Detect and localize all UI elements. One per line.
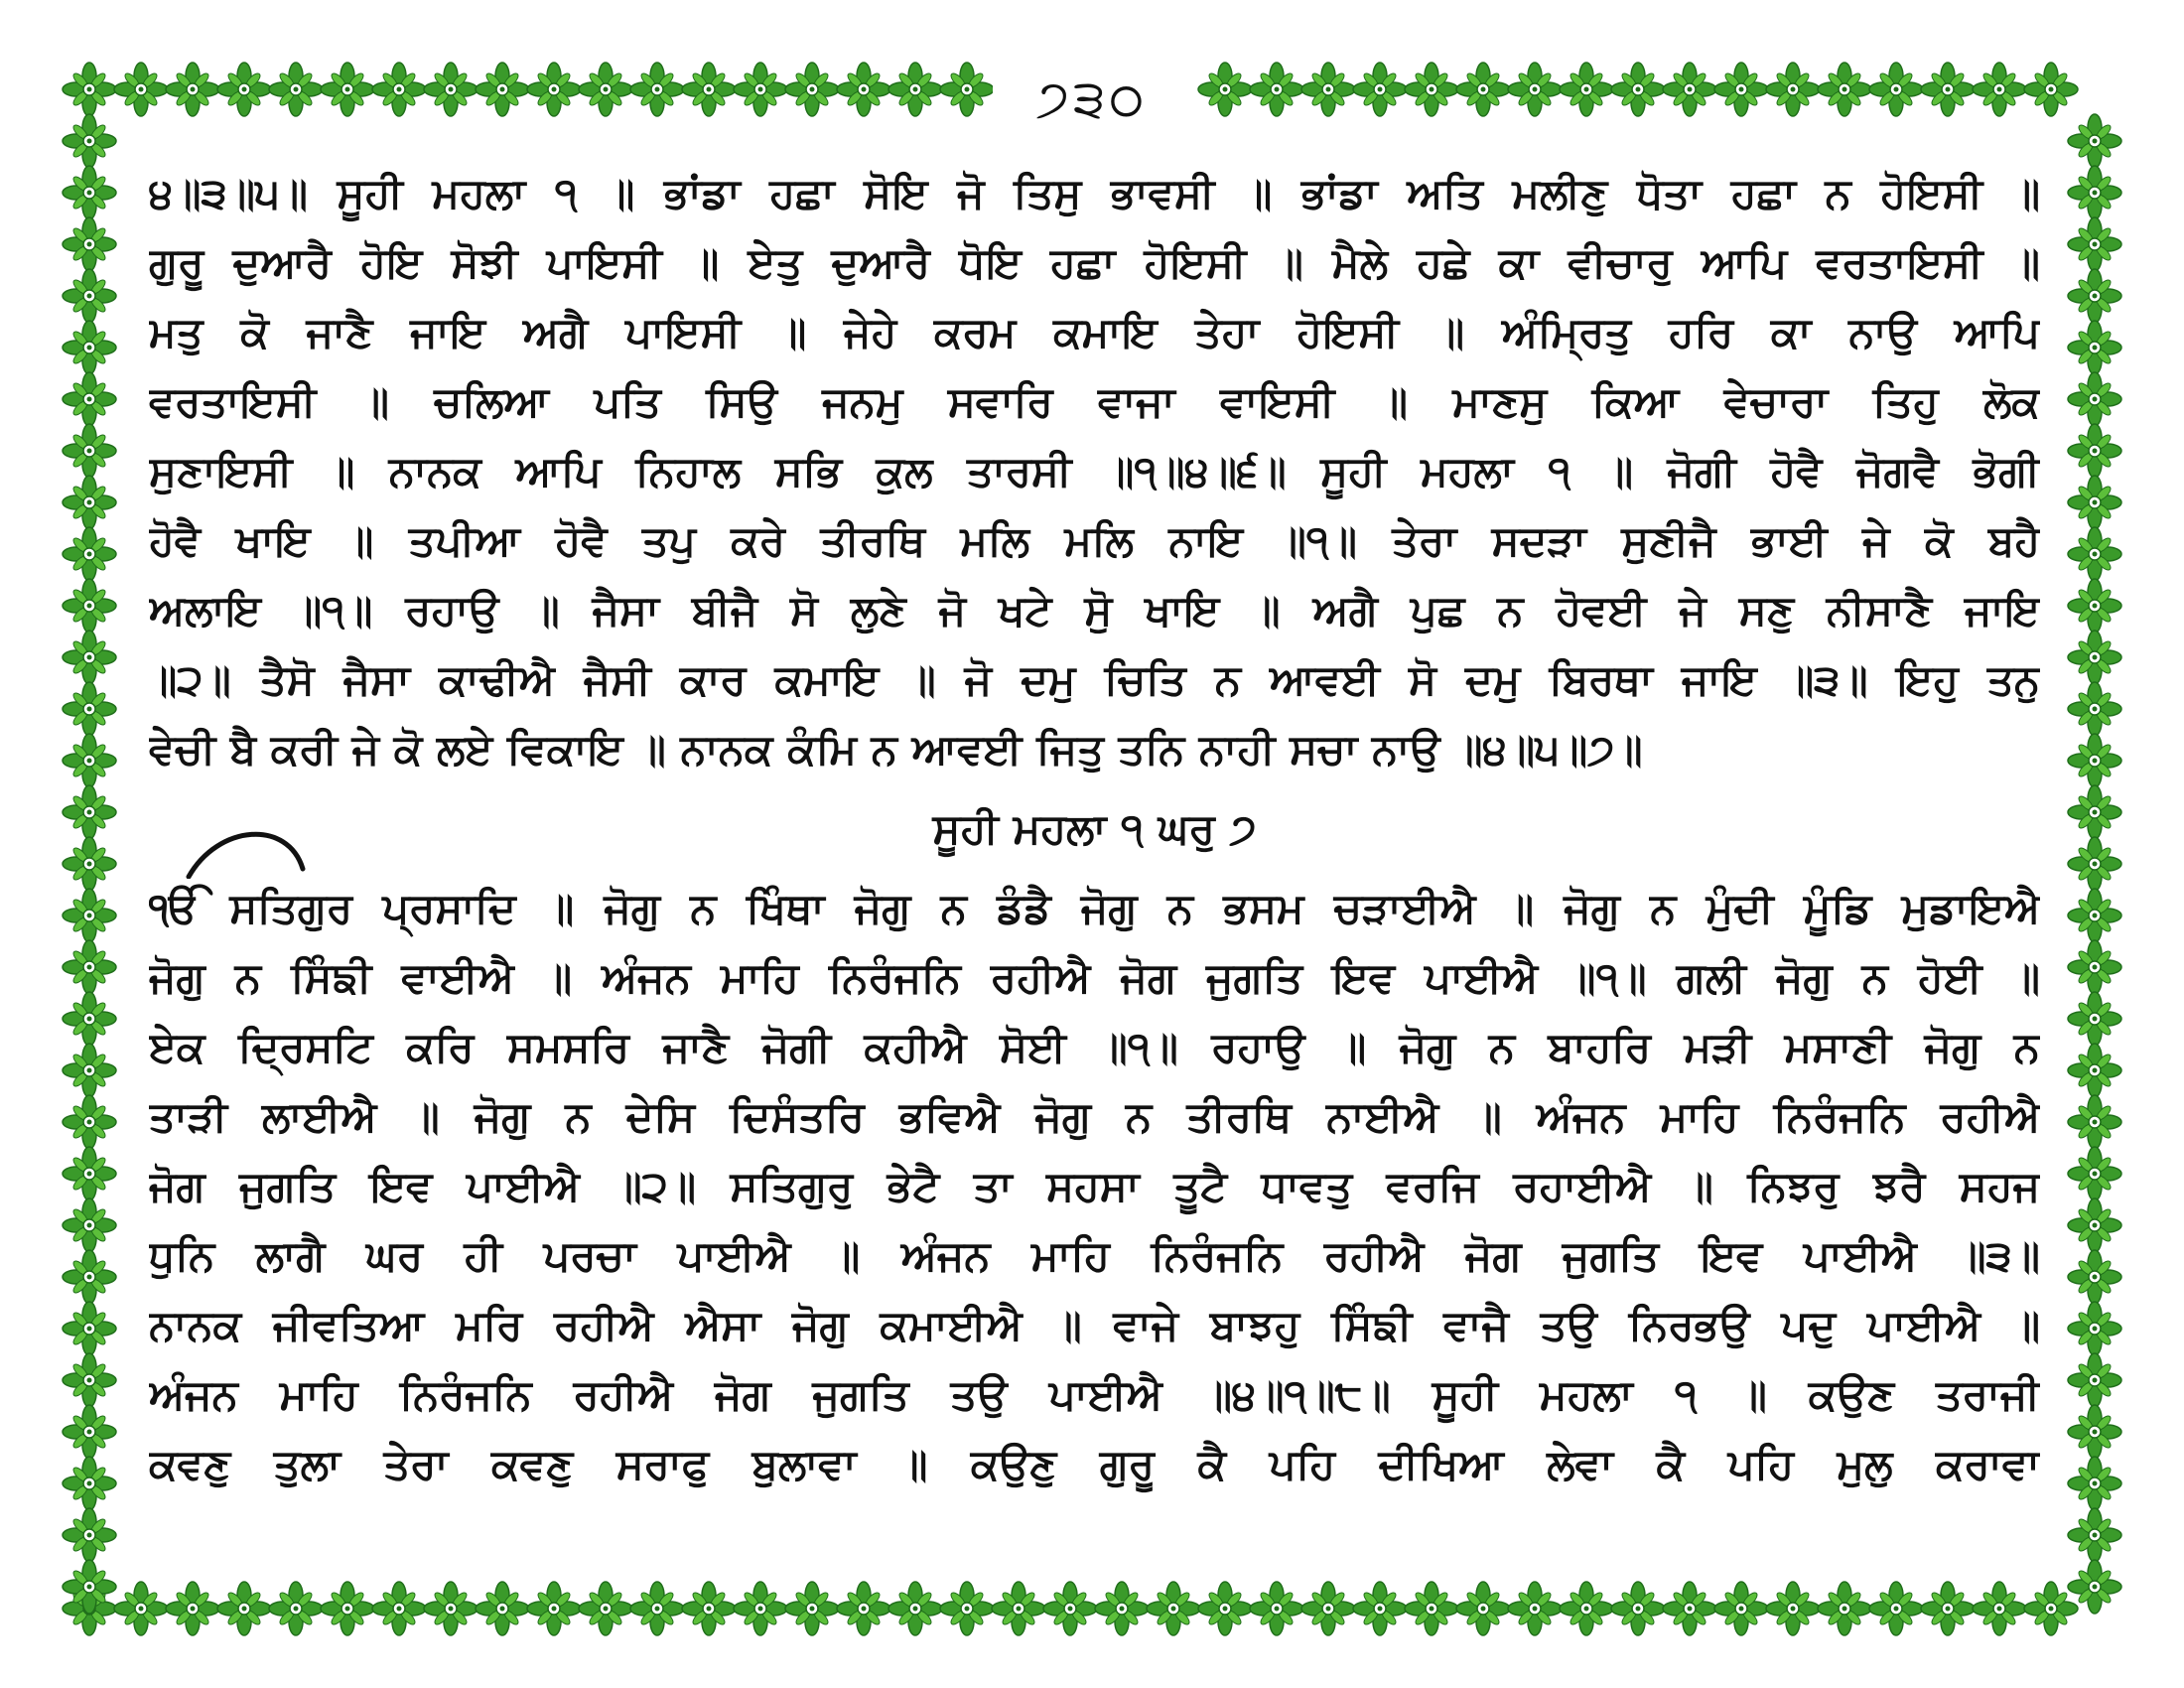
page-number: ੭੩੦	[993, 60, 1191, 139]
border-flower-icon	[2024, 63, 2078, 116]
border-flower-icon	[476, 63, 529, 116]
border-flower-icon	[63, 1198, 116, 1252]
border-flower-icon	[2068, 682, 2121, 736]
border-flower-icon	[2068, 269, 2121, 323]
border-flower-icon	[1560, 63, 1613, 116]
border-flower-icon	[1611, 63, 1665, 116]
border-flower-icon	[579, 63, 632, 116]
border-flower-icon	[2068, 527, 2121, 581]
border-flower-icon	[63, 1095, 116, 1149]
border-flower-icon	[63, 114, 116, 168]
border-flower-icon	[1714, 63, 1768, 116]
border-flower-icon	[1250, 63, 1303, 116]
border-flower-icon	[2068, 837, 2121, 891]
border-flower-icon	[114, 63, 168, 116]
border-flower-icon	[2068, 785, 2121, 839]
border-flower-icon	[63, 1353, 116, 1407]
section-heading: ਸੂਹੀ ਮਹਲਾ ੧ ਘਰੁ ੭	[932, 804, 1257, 853]
border-flower-icon	[1301, 63, 1355, 116]
border-flower-icon	[63, 992, 116, 1046]
border-flower-icon	[2068, 734, 2121, 787]
text-line: ਏਕ ਦ੍ਰਿਸਟਿ ਕਰਿ ਸਮਸਰਿ ਜਾਣੈ ਜੋਗੀ ਕਹੀਐ ਸੋਈ ॥੧॥ ਰਹਾਉ ॥ ਜੋਗੁ ਨ ਬਾਹਰਿ ਮੜੀ ਮਸਾਣੀ ਜੋਗੁ ਨ	[149, 1023, 2040, 1071]
border-flower-icon	[2068, 1405, 2121, 1459]
border-flower-icon	[837, 63, 890, 116]
border-flower-icon	[63, 321, 116, 374]
text-line: ਨਾਨਕ ਜੀਵਤਿਆ ਮਰਿ ਰਹੀਐ ਐਸਾ ਜੋਗੁ ਕਮਾਈਐ ॥ ਵਾਜੇ ਬਾਝਹੁ ਸਿੰਙੀ ਵਾਜੈ ਤਉ ਨਿਰਭਉ ਪਦੁ ਪਾਈਐ ॥	[149, 1301, 2040, 1349]
ik-onkar-arc-icon	[149, 819, 328, 879]
border-flower-icon	[63, 1044, 116, 1097]
border-flower-icon	[63, 785, 116, 839]
border-flower-icon	[2068, 1508, 2121, 1562]
border-flower-icon	[63, 166, 116, 219]
border-flower-icon	[424, 63, 478, 116]
text-line: ਸੁਣਾਇਸੀ ॥ ਨਾਨਕ ਆਪਿ ਨਿਹਾਲ ਸਭਿ ਕੁਲ ਤਾਰਸੀ ॥੧॥੪॥੬॥ ਸੂਹੀ ਮਹਲਾ ੧ ॥ ਜੋਗੀ ਹੋਵੈ ਜੋਗਵੈ ਭੋਗੀ	[149, 447, 2040, 495]
border-flower-icon	[63, 269, 116, 323]
border-flower-icon	[2068, 1353, 2121, 1407]
border-flower-icon	[527, 63, 581, 116]
text-line: ਤਾੜੀ ਲਾਈਐ ॥ ਜੋਗੁ ਨ ਦੇਸਿ ਦਿਸੰਤਰਿ ਭਵਿਐ ਜੋਗੁ ਨ ਤੀਰਥਿ ਨਾਈਐ ॥ ਅੰਜਨ ਮਾਹਿ ਨਿਰੰਜਨਿ ਰਹੀਐ	[149, 1092, 2040, 1141]
text-line: ਕਵਣੁ ਤੁਲਾ ਤੇਰਾ ਕਵਣੁ ਸਰਾਫੁ ਬੁਲਾਵਾ ॥ ਕਉਣੁ ਗੁਰੂ ਕੈ ਪਹਿ ਦੀਖਿਆ ਲੇਵਾ ਕੈ ਪਹਿ ਮੁਲੁ ਕਰਾਵਾ	[149, 1440, 2040, 1488]
text-line: ਧੁਨਿ ਲਾਗੈ ਘਰ ਹੀ ਪਰਚਾ ਪਾਈਐ ॥ ਅੰਜਨ ਮਾਹਿ ਨਿਰੰਜਨਿ ਰਹੀਐ ਜੋਗ ਜੁਗਤਿ ਇਵ ਪਾਈਐ ॥੩॥	[149, 1231, 2040, 1280]
border-flower-icon	[2068, 1250, 2121, 1304]
text-line: ਵਰਤਾਇਸੀ ॥ ਚਲਿਆ ਪਤਿ ਸਿਉ ਜਨਮੁ ਸਵਾਰਿ ਵਾਜਾ ਵਾਇਸੀ ॥ ਮਾਣਸੁ ਕਿਆ ਵੇਚਾਰਾ ਤਿਹੁ ਲੋਕ	[149, 377, 2040, 426]
text-line: ਗੁਰੂ ਦੁਆਰੈ ਹੋਇ ਸੋਝੀ ਪਾਇਸੀ ॥ ਏਤੁ ਦੁਆਰੈ ਧੋਇ ਹਛਾ ਹੋਇਸੀ ॥ ਮੈਲੇ ਹਛੇ ਕਾ ਵੀਚਾਰੁ ਆਪਿ ਵਰਤਾਇਸੀ ॥	[149, 238, 2040, 287]
border-flower-icon	[1663, 63, 1716, 116]
border-flower-icon	[63, 527, 116, 581]
border-flower-icon	[1353, 63, 1407, 116]
text-line: ੴ ਸਤਿਗੁਰ ਪ੍ਰਸਾਦਿ ॥ ਜੋਗੁ ਨ ਖਿੰਥਾ ਜੋਗੁ ਨ ਡੰਡੈ ਜੋਗੁ ਨ ਭਸਮ ਚੜਾਈਐ ॥ ਜੋਗੁ ਨ ਮੁੰਦੀ ਮੂੰਡਿ ਮੁਡਾਇਐ	[149, 884, 2040, 932]
border-flower-icon	[63, 1457, 116, 1510]
text-line: ਮਤੁ ਕੋ ਜਾਣੈ ਜਾਇ ਅਗੈ ਪਾਇਸੀ ॥ ਜੇਹੇ ਕਰਮ ਕਮਾਇ ਤੇਹਾ ਹੋਇਸੀ ॥ ਅੰਮ੍ਰਿਤੁ ਹਰਿ ਕਾ ਨਾਉ ਆਪਿ	[149, 308, 2040, 356]
border-flower-icon	[63, 579, 116, 633]
border-flower-icon	[2068, 579, 2121, 633]
scripture-text	[149, 159, 2040, 1599]
border-flower-icon	[63, 63, 116, 116]
text-line: ਜੋਗ ਜੁਗਤਿ ਇਵ ਪਾਈਐ ॥੨॥ ਸਤਿਗੁਰੁ ਭੇਟੈ ਤਾ ਸਹਸਾ ਤੂਟੈ ਧਾਵਤੁ ਵਰਜਿ ਰਹਾਈਐ ॥ ਨਿਝਰੁ ਝਰੈ ਸਹਜ	[149, 1162, 2040, 1210]
border-flower-icon	[217, 63, 271, 116]
border-flower-icon	[2068, 372, 2121, 426]
border-flower-icon	[63, 837, 116, 891]
border-flower-icon	[1973, 63, 2026, 116]
border-flower-icon	[63, 1147, 116, 1200]
text-line: ਜੋਗੁ ਨ ਸਿੰਙੀ ਵਾਈਐ ॥ ਅੰਜਨ ਮਾਹਿ ਨਿਰੰਜਨਿ ਰਹੀਐ ਜੋਗ ਜੁਗਤਿ ਇਵ ਪਾਈਐ ॥੧॥ ਗਲੀ ਜੋਗੁ ਨ ਹੋਈ ॥	[149, 953, 2040, 1002]
border-flower-icon	[63, 217, 116, 271]
border-flower-icon	[63, 1508, 116, 1562]
border-flower-icon	[63, 476, 116, 529]
border-flower-icon	[1818, 63, 1871, 116]
border-flower-icon	[63, 372, 116, 426]
text-line: ਹੋਵੈ ਖਾਇ ॥ ਤਪੀਆ ਹੋਵੈ ਤਪੁ ਕਰੇ ਤੀਰਥਿ ਮਲਿ ਮਲਿ ਨਾਇ ॥੧॥ ਤੇਰਾ ਸਦੜਾ ਸੁਣੀਜੈ ਭਾਈ ਜੇ ਕੋ ਬਹੈ	[149, 516, 2040, 565]
border-flower-icon	[1766, 63, 1820, 116]
border-flower-icon	[785, 63, 839, 116]
border-flower-icon	[682, 63, 736, 116]
border-flower-icon	[2068, 1302, 2121, 1355]
border-flower-icon	[1198, 63, 1252, 116]
border-flower-icon	[2068, 114, 2121, 168]
border-flower-icon	[1869, 63, 1923, 116]
border-flower-icon	[2068, 889, 2121, 942]
border-flower-icon	[63, 424, 116, 478]
border-flower-icon	[2068, 476, 2121, 529]
border-flower-icon	[2068, 1044, 2121, 1097]
border-flower-icon	[734, 63, 787, 116]
border-flower-icon	[1456, 63, 1510, 116]
text-line: ੪॥੩॥੫॥ ਸੂਹੀ ਮਹਲਾ ੧ ॥ ਭਾਂਡਾ ਹਛਾ ਸੋਇ ਜੋ ਤਿਸੁ ਭਾਵਸੀ ॥ ਭਾਂਡਾ ਅਤਿ ਮਲੀਣੁ ਧੋਤਾ ਹਛਾ ਨ ਹੋਇਸੀ ॥	[149, 169, 2040, 217]
border-flower-icon	[321, 63, 374, 116]
border-flower-icon	[166, 63, 219, 116]
border-flower-icon	[2068, 166, 2121, 219]
border-flower-icon	[940, 63, 994, 116]
border-flower-icon	[2068, 424, 2121, 478]
border-flower-icon	[2068, 1198, 2121, 1252]
border-flower-icon	[63, 1250, 116, 1304]
border-flower-icon	[888, 63, 942, 116]
border-flower-icon	[2068, 940, 2121, 994]
border-flower-icon	[630, 63, 684, 116]
border-flower-icon	[63, 631, 116, 684]
text-line: ਵੇਚੀ ਬੈ ਕਰੀ ਜੇ ਕੋ ਲਏ ਵਿਕਾਇ ॥ ਨਾਨਕ ਕੰਮਿ ਨ ਆਵਈ ਜਿਤੁ ਤਨਿ ਨਾਹੀ ਸਚਾ ਨਾਉ ॥੪॥੫॥੭॥	[149, 725, 1643, 774]
text-line: ॥੨॥ ਤੈਸੋ ਜੈਸਾ ਕਾਢੀਐ ਜੈਸੀ ਕਾਰ ਕਮਾਇ ॥ ਜੋ ਦਮੁ ਚਿਤਿ ਨ ਆਵਈ ਸੋ ਦਮੁ ਬਿਰਥਾ ਜਾਇ ॥੩॥ ਇਹੁ ਤਨੁ	[149, 655, 2040, 704]
border-flower-icon	[63, 889, 116, 942]
border-flower-icon	[63, 682, 116, 736]
text-line: ਅਲਾਇ ॥੧॥ ਰਹਾਉ ॥ ਜੈਸਾ ਬੀਜੈ ਸੋ ਲੁਣੇ ਜੋ ਖਟੇ ਸੁੋ ਖਾਇ ॥ ਅਗੈ ਪੁਛ ਨ ਹੋਵਈ ਜੇ ਸਣੁ ਨੀਸਾਣੈ ਜਾਇ	[149, 586, 2040, 634]
border-flower-icon	[1921, 63, 1975, 116]
border-flower-icon	[372, 63, 426, 116]
border-flower-icon	[63, 1405, 116, 1459]
border-flower-icon	[2068, 1147, 2121, 1200]
border-flower-icon	[63, 940, 116, 994]
border-flower-icon	[269, 63, 323, 116]
border-flower-icon	[63, 734, 116, 787]
border-flower-icon	[1405, 63, 1458, 116]
border-flower-icon	[2068, 1457, 2121, 1510]
border-flower-icon	[2068, 1095, 2121, 1149]
border-flower-icon	[2068, 321, 2121, 374]
border-flower-icon	[1508, 63, 1562, 116]
border-flower-icon	[2068, 992, 2121, 1046]
text-line: ਅੰਜਨ ਮਾਹਿ ਨਿਰੰਜਨਿ ਰਹੀਐ ਜੋਗ ਜੁਗਤਿ ਤਉ ਪਾਈਐ ॥੪॥੧॥੮॥ ਸੂਹੀ ਮਹਲਾ ੧ ॥ ਕਉਣ ਤਰਾਜੀ	[149, 1370, 2040, 1419]
border-flower-icon	[2068, 631, 2121, 684]
border-flower-icon	[63, 1302, 116, 1355]
border-flower-icon	[2068, 217, 2121, 271]
